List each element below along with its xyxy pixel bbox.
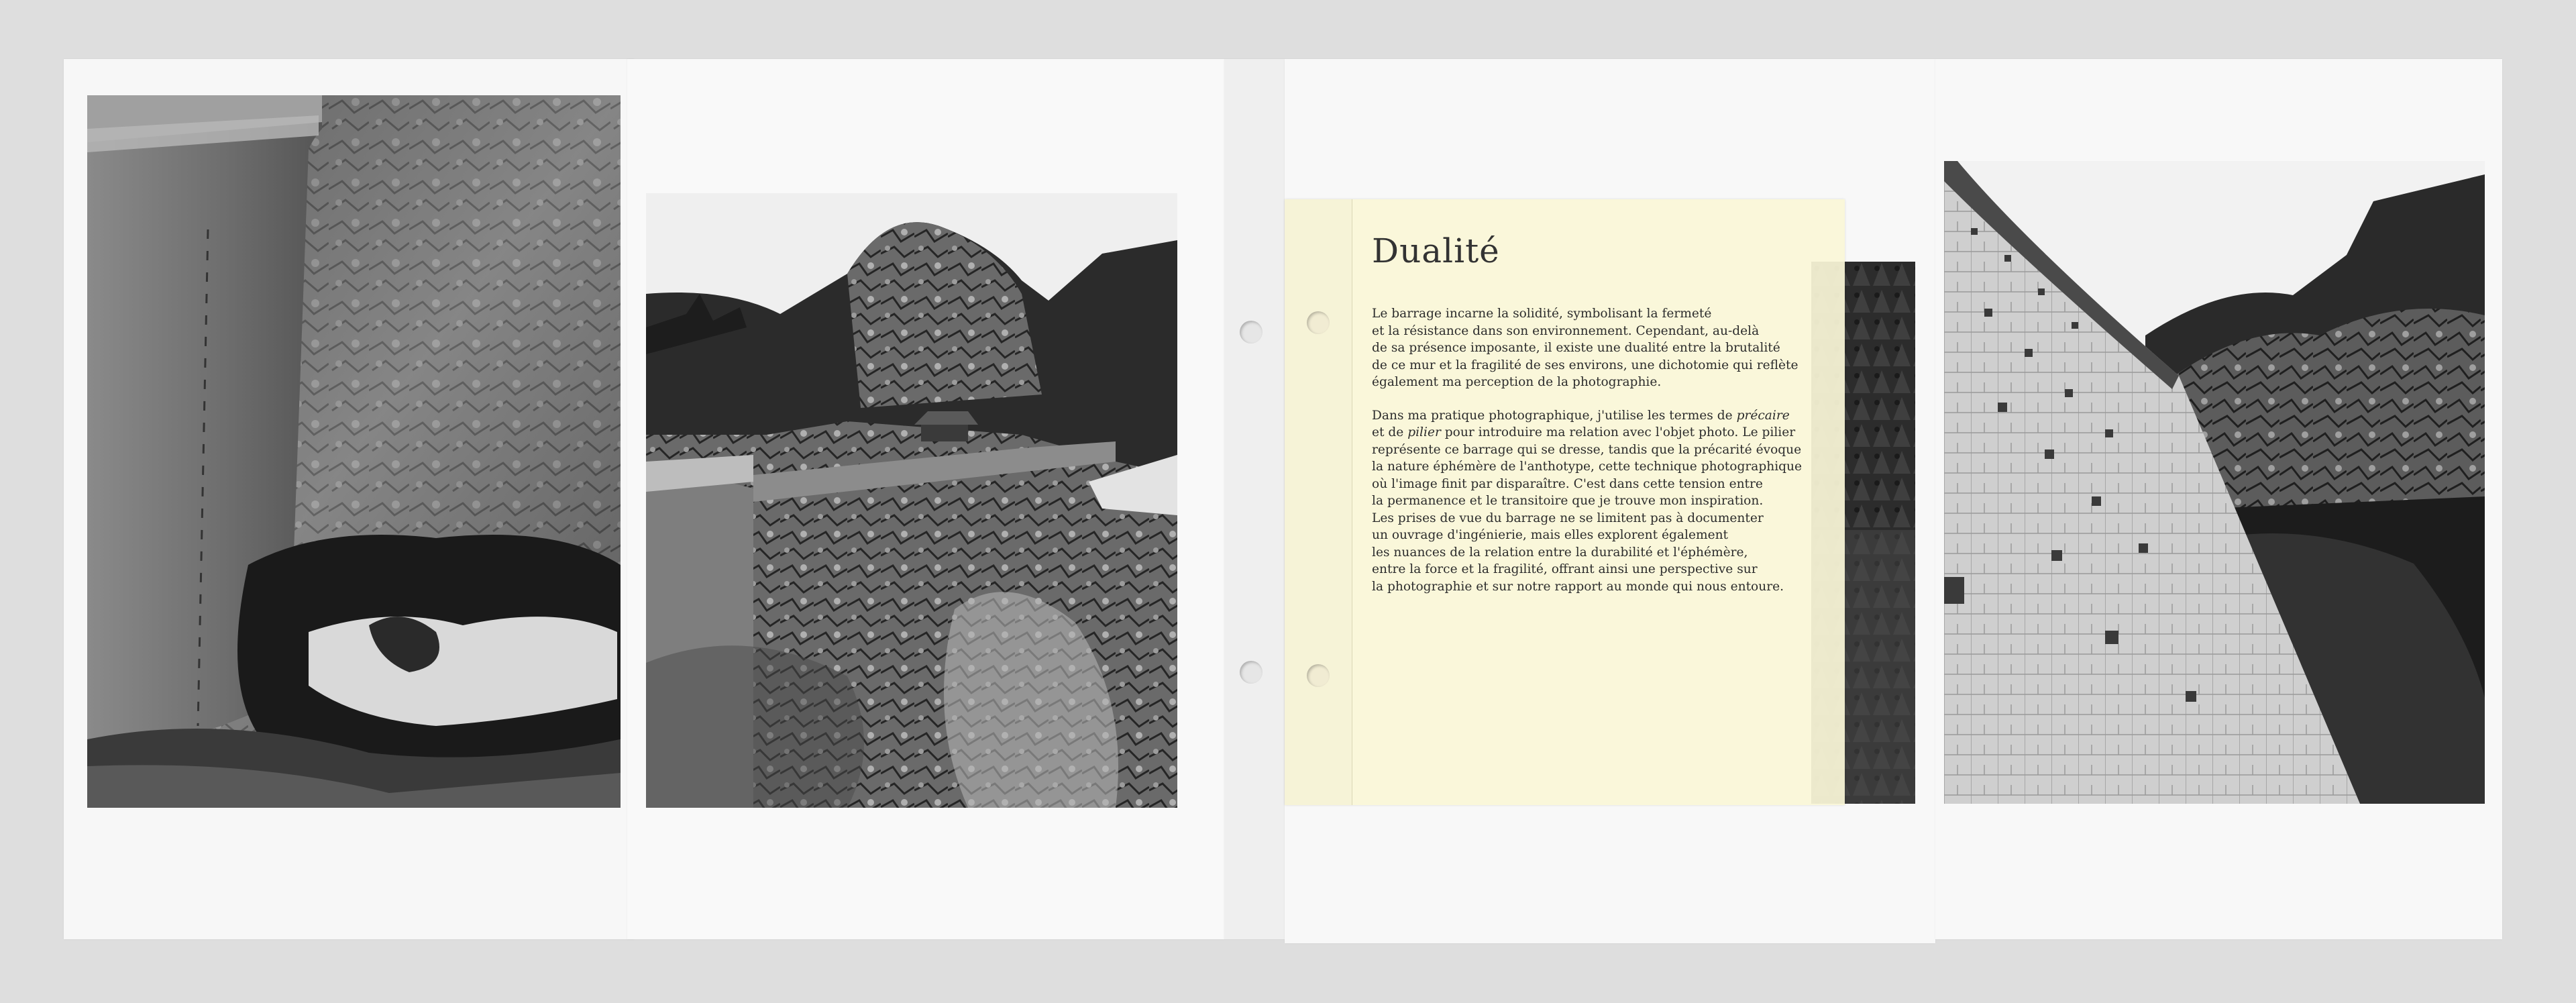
text-line: la nature éphémère de l'anthotype, cette technique photographique: [1372, 460, 1803, 474]
text-line: la photographie et sur notre rapport au monde qui nous entoure.: [1372, 579, 1784, 594]
text-line: Les prises de vue du barrage ne se limitent pas à documenter: [1372, 511, 1764, 525]
text-line: un ouvrage d'ingénierie, mais elles explorent également: [1372, 528, 1729, 542]
text-line: et la résistance dans son environnement. Cependant, au-delà: [1372, 323, 1760, 338]
photo-rock-outcrop-hut: [646, 193, 1177, 808]
text-line: [1372, 424, 1841, 441]
paragraph-2: [1372, 407, 1841, 596]
binding-hole-bottom: [1240, 661, 1263, 684]
vellum-hole-top: [1307, 311, 1330, 334]
photo-dam-gorge-pool: [87, 95, 621, 808]
text-line: la permanence et le transitoire que je trouve mon inspiration.: [1372, 494, 1764, 508]
insert-text-block: [1372, 231, 1841, 611]
italic-term-pilier: pilier: [1407, 425, 1441, 439]
text-run: Dans ma pratique photographique, j'utilise les termes de: [1372, 408, 1737, 423]
binding-hole-top: [1240, 321, 1263, 344]
text-line: également ma perception de la photographie.: [1372, 375, 1662, 389]
text-line: entre la force et la fragilité, offrant ainsi une perspective sur: [1372, 562, 1758, 576]
insert-title: Dualité: [1372, 231, 1500, 270]
vellum-fold-strip: [1285, 199, 1352, 805]
binding-spine: [1224, 59, 1285, 939]
paragraph-1: [1372, 305, 1841, 391]
text-run: et de: [1372, 425, 1408, 439]
italic-term-precaire: précaire: [1736, 408, 1790, 423]
text-run: pour introduire ma relation avec l'objet photo. Le pilier: [1440, 425, 1796, 439]
text-line: de sa présence imposante, il existe une dualité entre la brutalité: [1372, 341, 1780, 355]
text-line: les nuances de la relation entre la durabilité et l'éphémère,: [1372, 545, 1748, 560]
text-line: où l'image finit par disparaître. C'est dans cette tension entre: [1372, 476, 1763, 491]
text-line: représente ce barrage qui se dresse, tandis que la précarité évoque: [1372, 442, 1802, 457]
text-line: [1372, 407, 1841, 425]
photo-dam-facade-slope: [1944, 161, 2485, 804]
text-line: de ce mur et la fragilité de ses environs, une dichotomie qui reflète: [1372, 358, 1799, 372]
text-line: Le barrage incarne la solidité, symbolisant la fermeté: [1372, 307, 1712, 321]
vellum-hole-bottom: [1307, 664, 1330, 687]
